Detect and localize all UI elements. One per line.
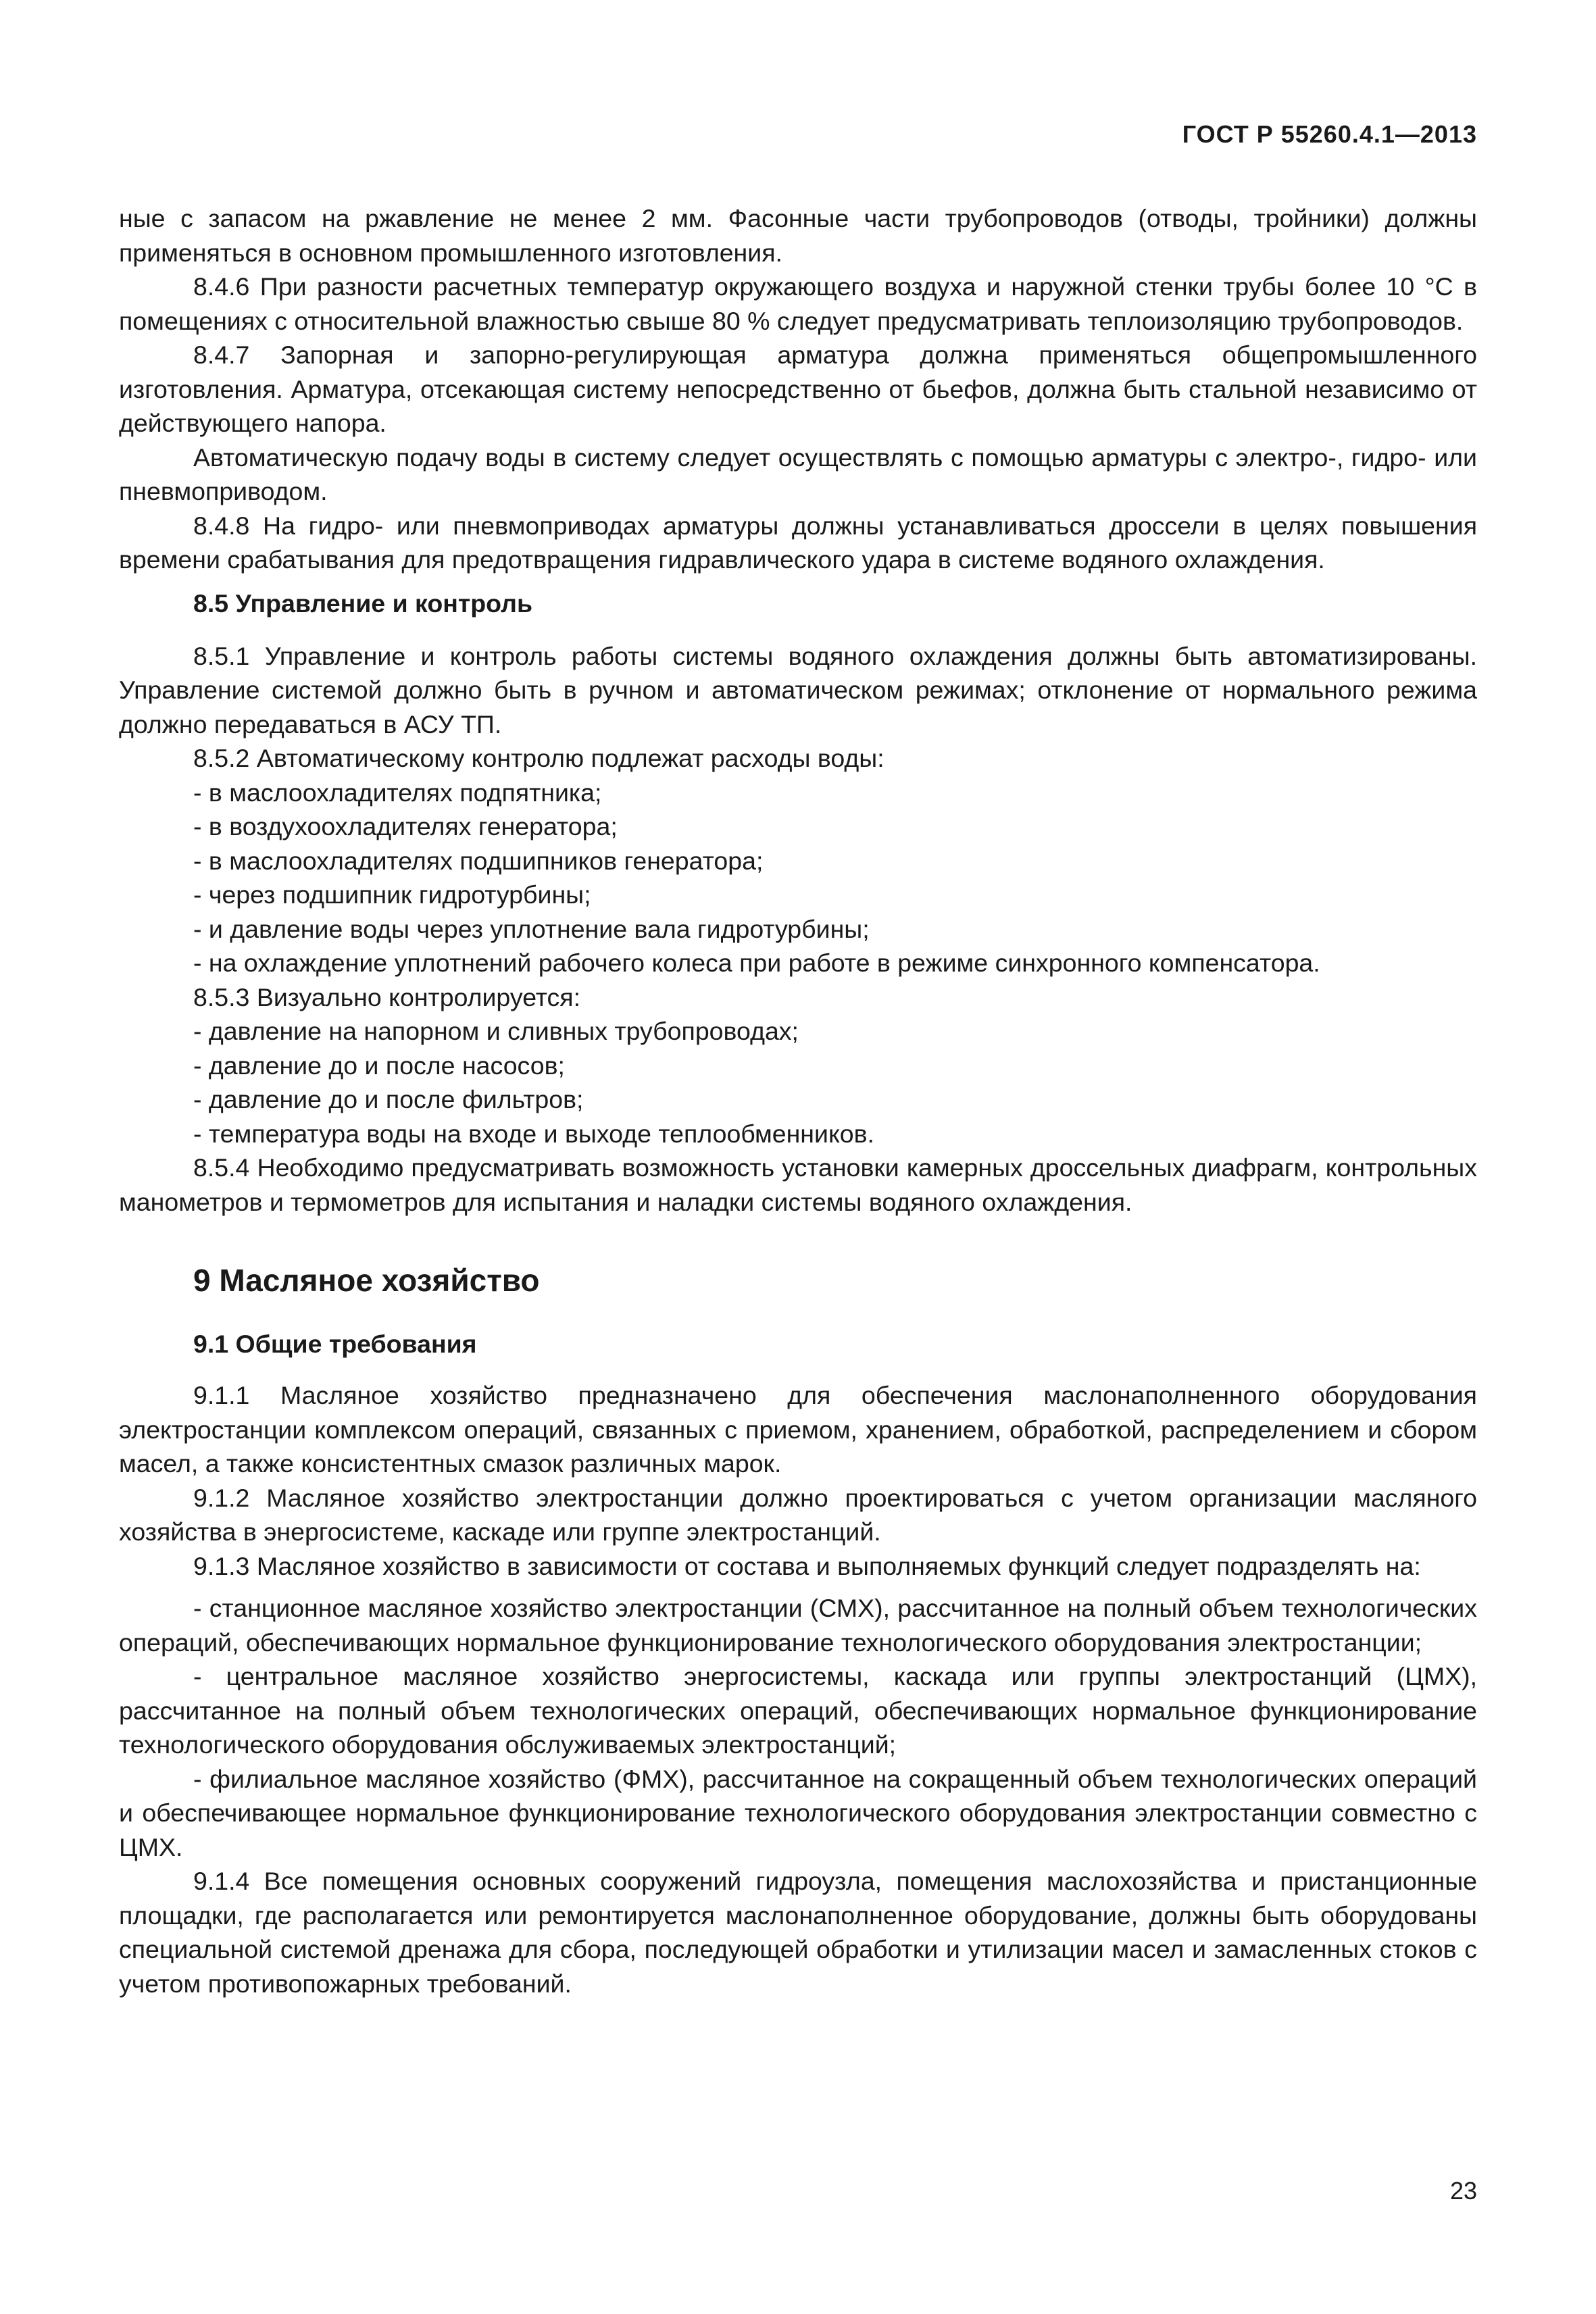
paragraph-9-1-3: 9.1.3 Масляное хозяйство в зависимости от состава и выполняемых функций следует подразделять на:: [193, 1551, 1421, 1580]
paragraph-fmx: - филиальное масляное хозяйство (ФМХ), рассчитанное на сокращенный объем технологических операций и обеспечивающее нормальное функционирование технологического оборудования электростанции совместно с ЦМХ.: [119, 1764, 1477, 1861]
list-item: - в маслоохладителях подшипников генератора;: [193, 846, 764, 875]
page-content: [119, 201, 1477, 2001]
list-item: - давление до и после фильтров;: [193, 1085, 584, 1113]
paragraph-8-5-4: 8.5.4 Необходимо предусматривать возможность установки камерных дроссельных диафрагм, контрольных манометров и термометров для испытания и наладки системы водяного охлаждения.: [119, 1153, 1477, 1216]
list-item: - и давление воды через уплотнение вала гидротурбины;: [193, 914, 870, 943]
paragraph-automatic-supply: Автоматическую подачу воды в систему следует осуществлять с помощью арматуры с электро-, гидро- или пневмоприводом.: [119, 443, 1477, 505]
paragraph-8-4-8: 8.4.8 На гидро- или пневмоприводах арматуры должны устанавливаться дроссели в целях повышения времени срабатывания для предотвращения гидравлического удара в системе водяного охлаждения.: [119, 511, 1477, 574]
paragraph-9-1-2: 9.1.2 Масляное хозяйство электростанции должно проектироваться с учетом организации масляного хозяйства в энергосистеме, каскаде или группе электростанций.: [119, 1483, 1477, 1546]
paragraph-smx: - станционное масляное хозяйство электростанции (СМХ), рассчитанное на полный объем технологических операций, обеспечивающих нормальное функционирование технологического оборудования электростанции;: [119, 1594, 1477, 1657]
chapter-heading-9: 9 Масляное хозяйство: [193, 1263, 540, 1298]
list-item: - в воздухоохладителях генератора;: [193, 812, 618, 840]
paragraph-cmx: - центральное масляное хозяйство энергосистемы, каскада или группы электростанций (ЦМХ), рассчитанное на полный объем технологических операций, обеспечивающих нормальное функционирование технологического оборудования обслуживаемых электростанций;: [119, 1662, 1477, 1759]
section-heading-9-1: 9.1 Общие требования: [193, 1330, 477, 1358]
list-item: - давление на напорном и сливных трубопроводах;: [193, 1017, 799, 1045]
list-item: - на охлаждение уплотнений рабочего колеса при работе в режиме синхронного компенсатора.: [193, 949, 1320, 977]
page-number: 23: [1449, 2177, 1477, 2205]
paragraph-8-5-1: 8.5.1 Управление и контроль работы системы водяного охлаждения должны быть автоматизированы. Управление системой должно быть в ручном и автоматическом режимах; отклонение от нормального режима должно передаваться в АСУ ТП.: [119, 641, 1477, 738]
paragraph-continuation: ные с запасом на ржавление не менее 2 мм. Фасонные части трубопроводов (отводы, тройники) должны применяться в основном промышленного изготовления.: [119, 204, 1477, 267]
list-item: - температура воды на входе и выходе теплообменников.: [193, 1119, 874, 1148]
paragraph-8-4-7: 8.4.7 Запорная и запорно-регулирующая арматура должна применяться общепромышленного изготовления. Арматура, отсекающая систему непосредственно от бьефов, должна быть стальной независимо от действующего напора.: [119, 341, 1477, 437]
list-item: - давление до и после насосов;: [193, 1051, 565, 1080]
paragraph-9-1-4: 9.1.4 Все помещения основных сооружений гидроузла, помещения маслохозяйства и пристанционные площадки, где располагается или ремонтируется маслонаполненное оборудование, должны быть оборудованы специальной системой дренажа для сбора, последующей обработки и утилизации масел и замасленных стоков с учетом противопожарных требований.: [119, 1867, 1477, 1998]
section-heading-8-5: 8.5 Управление и контроль: [193, 588, 533, 618]
document-header: ГОСТ Р 55260.4.1—2013: [1182, 120, 1477, 148]
list-item: - через подшипник гидротурбины;: [193, 880, 591, 909]
paragraph-8-4-6: 8.4.6 При разности расчетных температур окружающего воздуха и наружной стенки трубы более 10 °С в помещениях с относительной влажностью свыше 80 % следует предусматривать теплоизоляцию трубопроводов.: [119, 272, 1477, 335]
paragraph-9-1-1: 9.1.1 Масляное хозяйство предназначено для обеспечения маслонаполненного оборудования электростанции комплексом операций, связанных с приемом, хранением, обработкой, распределением и сбором масел, а также консистентных смазок различных марок.: [119, 1381, 1477, 1478]
paragraph-8-5-2: 8.5.2 Автоматическому контролю подлежат расходы воды:: [193, 744, 884, 772]
list-item: - в маслоохладителях подпятника;: [193, 778, 602, 807]
paragraph-8-5-3: 8.5.3 Визуально контролируется:: [193, 982, 581, 1011]
